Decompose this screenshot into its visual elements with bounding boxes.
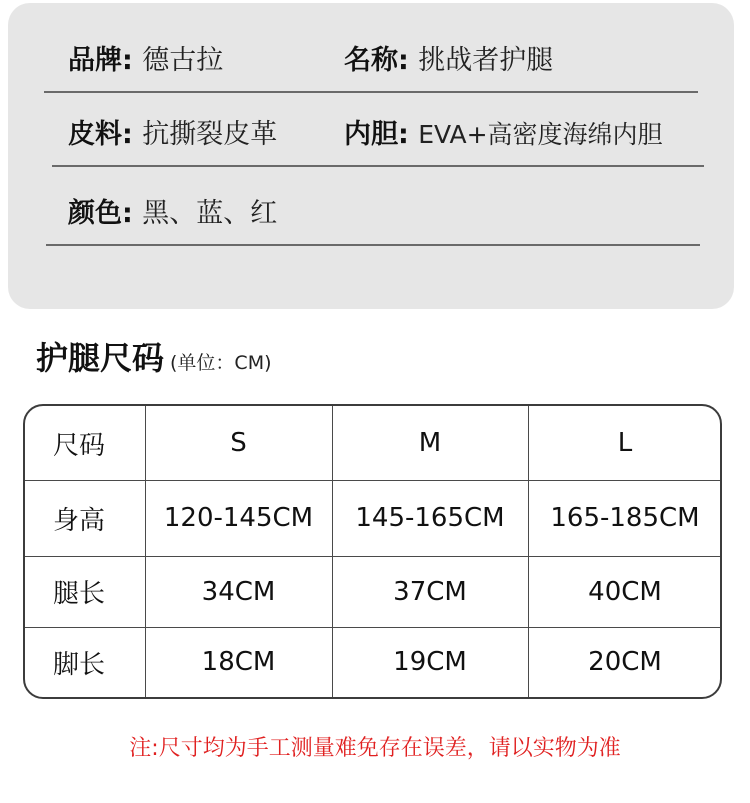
divider-line [44,91,698,93]
table-cell: 18CM [201,647,276,677]
material-value: 抗撕裂皮革 [142,119,278,150]
material-label: 皮料 [68,119,122,150]
table-cell: 37CM [393,576,467,607]
info-row-brand [44,33,698,93]
brand-field: 品牌: 德古拉 [68,45,224,76]
info-row-material [52,107,704,167]
product-info-panel [8,3,734,309]
table-cell: 34CM [201,576,276,607]
brand-value: 德古拉 [142,45,224,76]
name-field: 名称: 挑战者护腿 [344,45,554,76]
size-chart-title [36,334,272,387]
table-cell: 19CM [393,647,467,677]
table-header-cell: 尺码 [53,430,106,461]
table-row-label: 身高 [53,505,106,536]
brand-label: 品牌 [68,45,122,76]
color-value: 黑、蓝、红 [142,198,278,229]
table-cell: 20CM [588,647,662,677]
table-cell: 120-145CM [163,503,314,533]
table-cell: 145-165CM [355,503,505,533]
liner-field: 内胆: EVA+高密度海绵内胆 [344,119,663,150]
liner-value: EVA+高密度海绵内胆 [418,120,663,149]
table-header-cell: M [418,428,442,458]
table-cell: 165-185CM [550,503,700,533]
table-header-cell: S [230,428,247,458]
name-value: 挑战者护腿 [418,45,554,76]
info-row-color [46,186,700,246]
name-label: 名称 [344,45,398,76]
size-chart-unit: (单位：CM) [170,352,272,374]
table-row-label: 脚长 [53,649,106,680]
divider-line [52,165,704,167]
liner-label: 内胆 [344,119,398,150]
color-label: 颜色 [68,198,122,229]
size-chart-heading: 护腿尺码 [36,339,165,377]
measurement-note: 注:尺寸均为手工测量难免存在误差，请以实物为准 [129,736,621,761]
material-field: 皮料: 抗撕裂皮革 [68,119,278,150]
divider-line [46,244,700,246]
table-cell: 40CM [588,576,662,607]
size-table [23,404,722,699]
table-row-label: 腿长 [53,579,106,609]
color-field: 颜色: 黑、蓝、红 [68,198,278,229]
table-header-cell: L [617,428,633,458]
